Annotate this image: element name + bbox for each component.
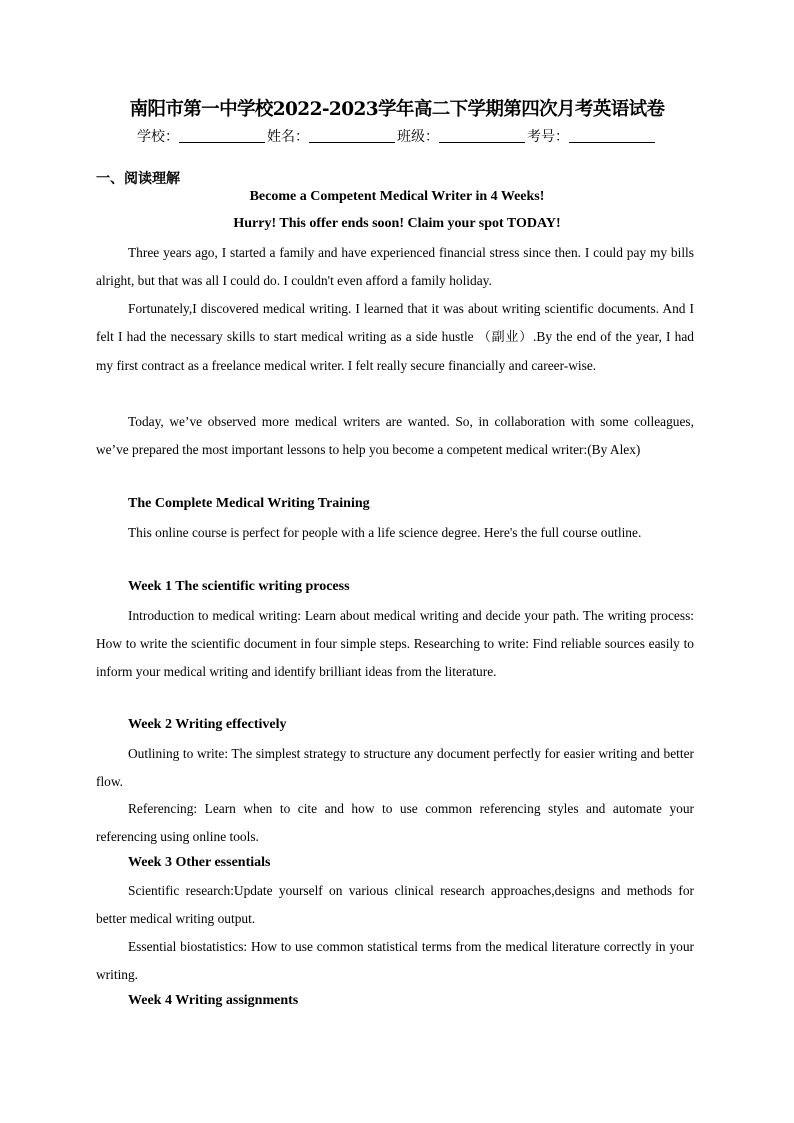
paragraph-3: Today, we’ve observed more medical writers are wanted. So, in collaboration with some colleagues, we’ve prepared the most important lessons to help you become a competent medical writer:(By Alex) bbox=[96, 414, 694, 457]
school-label: 学校： bbox=[137, 129, 179, 145]
name-blank bbox=[309, 128, 395, 143]
week-4-heading: Week 4 Writing assignments bbox=[128, 993, 299, 1008]
paragraph-9: Essential biostatistics: How to use common statistical terms from the medical literature correctly in your writing. bbox=[96, 939, 694, 982]
number-label: 考号： bbox=[527, 129, 569, 145]
student-info-line bbox=[0, 126, 794, 146]
paragraph-2 bbox=[96, 295, 694, 379]
class-label: 班级： bbox=[397, 129, 439, 145]
passage-title: Become a Competent Medical Writer in 4 Weeks! bbox=[249, 189, 545, 204]
week-2-heading: Week 2 Writing effectively bbox=[128, 717, 287, 732]
paragraph-1: Three years ago, I started a family and have experienced financial stress since then. I could pay my bills alright, but that was all I could do. I couldn't even afford a family holiday. bbox=[96, 245, 694, 288]
exam-title: 南阳市第一中学校2022-2023学年高二下学期第四次月考英语试卷 bbox=[129, 99, 665, 120]
paragraph-2-part-b: .By the end of the year, I had my first contract as a freelance medical writer. I felt really secure financially and career-wise. bbox=[96, 328, 695, 373]
paragraph-6: Outlining to write: The simplest strategy to structure any document perfectly for easier writing and better flow. bbox=[96, 746, 694, 789]
paragraph-5: Introduction to medical writing: Learn about medical writing and decide your path. The writing process: How to write the scientific document in four simple steps. Researching to write: Find reliable sources easily to inform your medical writing and identify brilliant ideas from the literature. bbox=[96, 608, 694, 679]
class-blank bbox=[439, 128, 525, 143]
paragraph-2-gloss: （副业） bbox=[477, 329, 534, 345]
name-label: 姓名： bbox=[267, 129, 309, 145]
week-1-heading: Week 1 The scientific writing process bbox=[128, 579, 350, 594]
paragraph-4: This online course is perfect for people with a life science degree. Here's the full course outline. bbox=[128, 525, 642, 540]
paragraph-2-part-a: Fortunately,I discovered medical writing. I learned that it was about writing scientific documents. And I felt I had the necessary skills to start medical writing as a side hustle bbox=[96, 301, 694, 344]
number-blank bbox=[569, 128, 655, 143]
passage-subtitle: Hurry! This offer ends soon! Claim your spot TODAY! bbox=[233, 216, 561, 231]
training-heading: The Complete Medical Writing Training bbox=[128, 496, 370, 511]
school-blank bbox=[179, 128, 265, 143]
paragraph-8: Scientific research:Update yourself on various clinical research approaches,designs and methods for better medical writing output. bbox=[96, 883, 694, 926]
paragraph-7: Referencing: Learn when to cite and how to use common referencing styles and automate your referencing using online tools. bbox=[96, 801, 694, 844]
week-3-heading: Week 3 Other essentials bbox=[128, 855, 271, 870]
section-heading: 一、阅读理解 bbox=[96, 171, 180, 187]
